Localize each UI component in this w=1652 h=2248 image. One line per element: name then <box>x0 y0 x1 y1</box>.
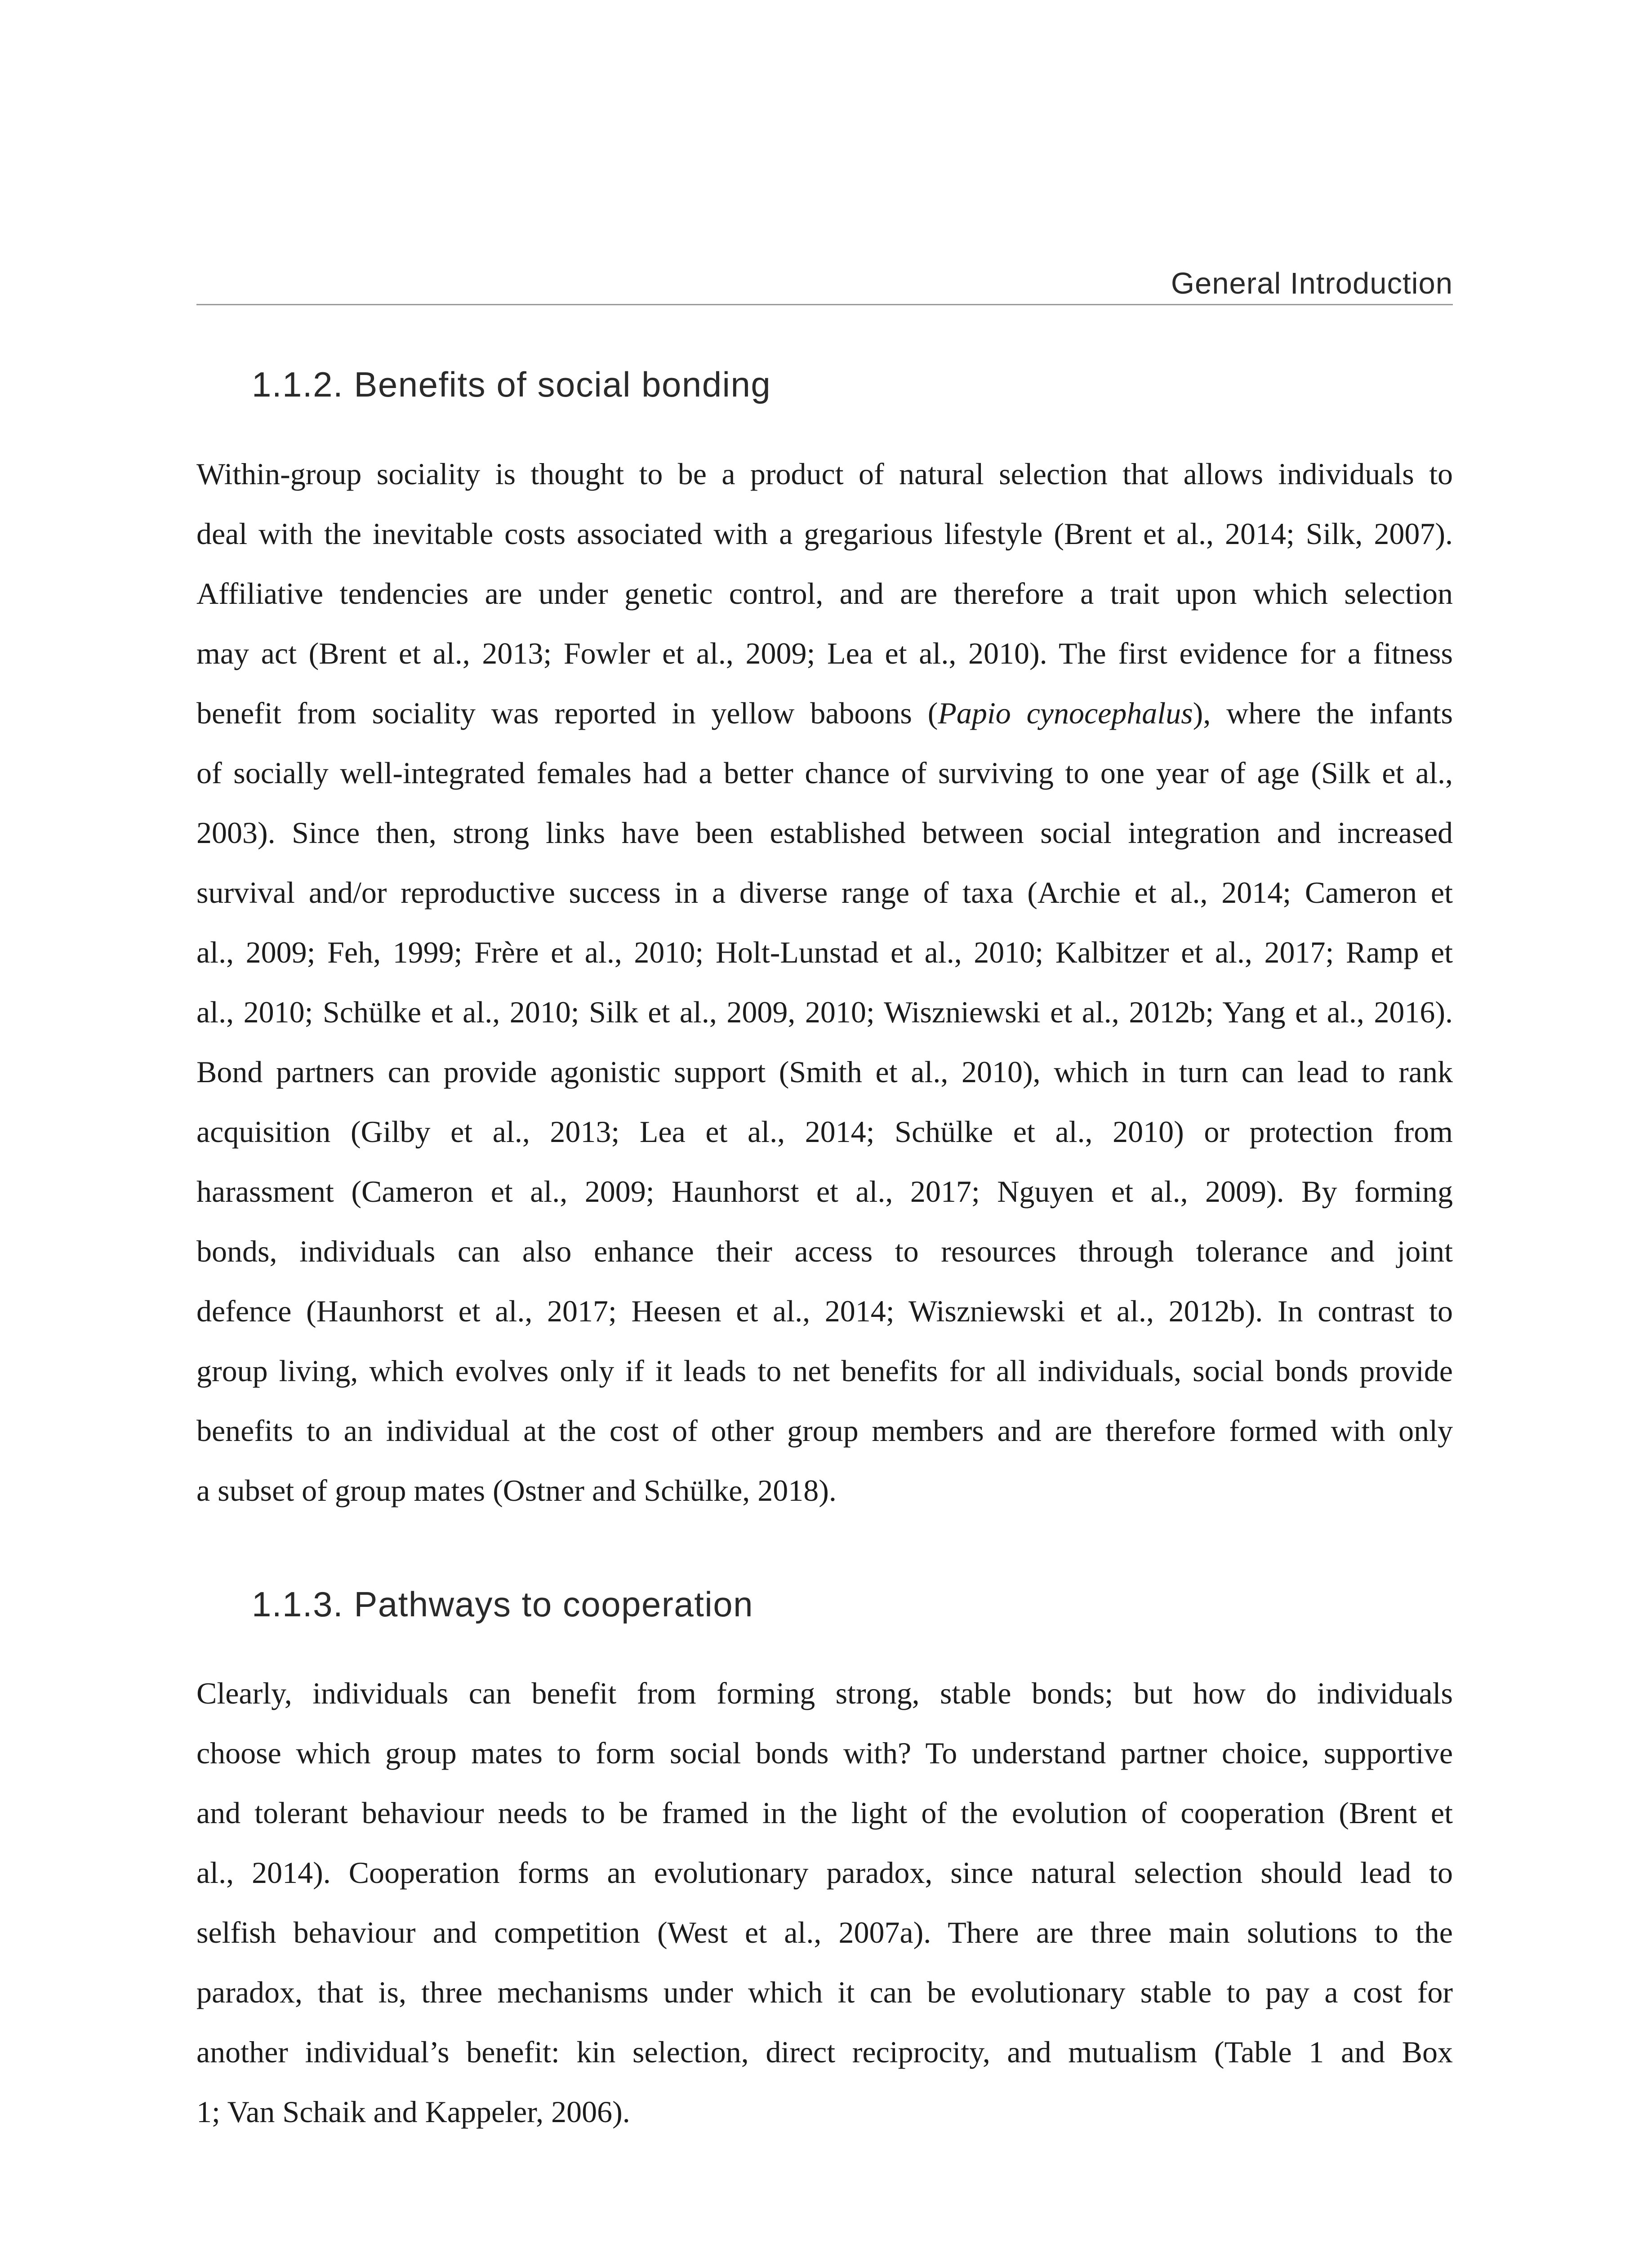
text-line: benefits to an individual at the cost of other group members and are therefore formed with only <box>196 1414 1453 1448</box>
text-line: acquisition (Gilby et al., 2013; Lea et al., 2014; Schülke et al., 2010) or protection from <box>196 1115 1453 1149</box>
text-line: survival and/or reproductive success in a diverse range of taxa (Archie et al., 2014; Cameron et <box>196 875 1453 910</box>
text-line-last: a subset of group mates (Ostner and Schülke, 2018). <box>196 1473 837 1508</box>
text-line: bonds, individuals can also enhance their access to resources through tolerance and joint <box>196 1234 1453 1268</box>
text-line-last: 1; Van Schaik and Kappeler, 2006). <box>196 2095 630 2129</box>
running-header <box>196 262 1453 305</box>
section-heading-pathways-to-cooperation: 1.1.3. Pathways to cooperation <box>252 1584 754 1624</box>
text-line: may act (Brent et al., 2013; Fowler et al., 2009; Lea et al., 2010). The first evidence for a fitness <box>196 636 1453 670</box>
species-name-italic: Papio cynocephalus <box>938 696 1193 730</box>
text-line: group living, which evolves only if it leads to net benefits for all individuals, social bonds provide <box>196 1354 1453 1388</box>
text-line: Affiliative tendencies are under genetic control, and are therefore a trait upon which selection <box>196 576 1453 611</box>
text-line: another individual’s benefit: kin selection, direct reciprocity, and mutualism (Table 1 and Box <box>196 2035 1453 2069</box>
text-line: al., 2009; Feh, 1999; Frère et al., 2010; Holt-Lunstad et al., 2010; Kalbitzer et al., 2017; Ramp et <box>196 935 1453 969</box>
paragraph-pathways-to-cooperation <box>196 1664 1453 2142</box>
text-line: selfish behaviour and competition (West et al., 2007a). There are three main solutions to the <box>196 1915 1453 1949</box>
text-segment: ), where the infants <box>1193 696 1453 730</box>
running-header-title: General Introduction <box>1171 267 1453 300</box>
text-line: al., 2014). Cooperation forms an evolutionary paradox, since natural selection should lead to <box>196 1855 1453 1890</box>
text-line: paradox, that is, three mechanisms under which it can be evolutionary stable to pay a cost for <box>196 1975 1453 2009</box>
section-heading-benefits-of-social-bonding: 1.1.2. Benefits of social bonding <box>252 365 771 404</box>
paragraph-benefits-of-social-bonding <box>196 444 1453 1521</box>
text-line: Within-group sociality is thought to be a product of natural selection that allows individuals to <box>196 457 1453 491</box>
text-line: choose which group mates to form social bonds with? To understand partner choice, supportive <box>196 1736 1453 1770</box>
text-line: Clearly, individuals can benefit from forming strong, stable bonds; but how do individuals <box>196 1676 1453 1710</box>
text-segment: benefit from sociality was reported in yellow baboons ( <box>196 696 938 730</box>
text-line: defence (Haunhorst et al., 2017; Heesen et al., 2014; Wiszniewski et al., 2012b). In contrast to <box>196 1294 1453 1328</box>
text-line: 2003). Since then, strong links have been established between social integration and increased <box>196 816 1453 850</box>
text-line: deal with the inevitable costs associated with a gregarious lifestyle (Brent et al., 2014; Silk, 2007). <box>196 517 1453 551</box>
text-line: harassment (Cameron et al., 2009; Haunhorst et al., 2017; Nguyen et al., 2009). By forming <box>196 1174 1453 1209</box>
text-line: al., 2010; Schülke et al., 2010; Silk et al., 2009, 2010; Wiszniewski et al., 2012b; Yang et al., 2016). <box>196 995 1453 1029</box>
text-line: and tolerant behaviour needs to be framed in the light of the evolution of cooperation (Brent et <box>196 1796 1453 1830</box>
text-line-with-species-name <box>196 683 1453 743</box>
text-line: of socially well-integrated females had a better chance of surviving to one year of age (Silk et al., <box>196 756 1453 790</box>
text-line: Bond partners can provide agonistic support (Smith et al., 2010), which in turn can lead to rank <box>196 1055 1453 1089</box>
